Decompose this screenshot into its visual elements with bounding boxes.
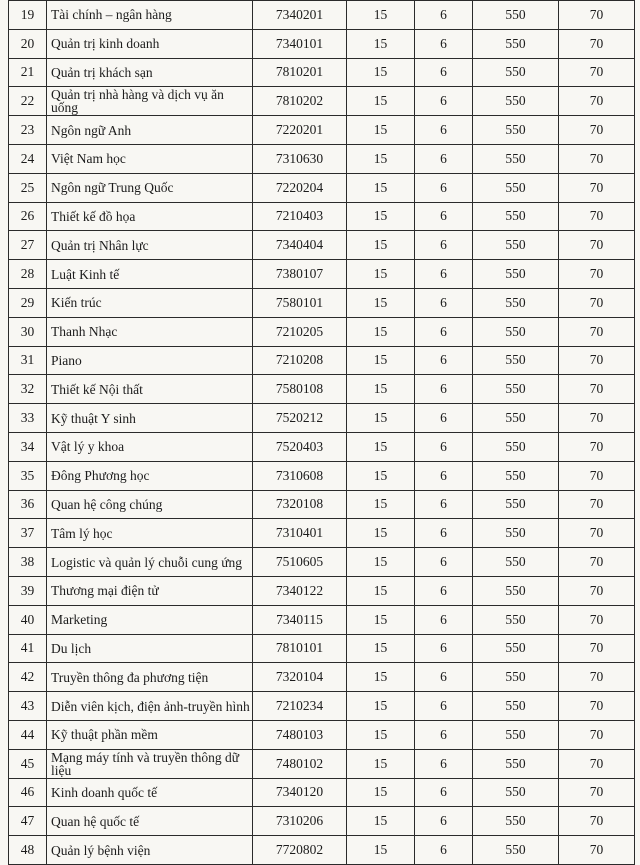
table-row <box>9 231 635 260</box>
row-number-cell: 41 <box>9 634 47 663</box>
criteria-cell: 6 <box>415 317 473 346</box>
target-cell: 70 <box>559 375 635 404</box>
assessment-score-cell: 550 <box>473 634 559 663</box>
row-number-cell: 19 <box>9 1 47 30</box>
criteria-cell: 6 <box>415 490 473 519</box>
row-number-cell: 39 <box>9 576 47 605</box>
table-row <box>9 634 635 663</box>
major-name-cell: Quan hệ quốc tế <box>47 807 253 836</box>
criteria-cell: 6 <box>415 87 473 116</box>
score-threshold-cell: 15 <box>347 692 415 721</box>
row-number-cell: 45 <box>9 749 47 778</box>
target-cell: 70 <box>559 317 635 346</box>
score-threshold-cell: 15 <box>347 173 415 202</box>
row-number-cell: 38 <box>9 548 47 577</box>
major-name-cell: Diễn viên kịch, điện ảnh-truyền hình <box>47 692 253 721</box>
score-threshold-cell: 15 <box>347 317 415 346</box>
criteria-cell: 6 <box>415 231 473 260</box>
table-row <box>9 288 635 317</box>
major-code-cell: 7320108 <box>253 490 347 519</box>
major-code-cell: 7320104 <box>253 663 347 692</box>
criteria-cell: 6 <box>415 548 473 577</box>
score-threshold-cell: 15 <box>347 576 415 605</box>
row-number-cell: 32 <box>9 375 47 404</box>
row-number-cell: 21 <box>9 58 47 87</box>
major-name-cell: Quản trị nhà hàng và dịch vụ ăn uống <box>47 87 253 116</box>
major-code-cell: 7580101 <box>253 288 347 317</box>
score-threshold-cell: 15 <box>347 116 415 145</box>
row-number-cell: 33 <box>9 404 47 433</box>
score-threshold-cell: 15 <box>347 807 415 836</box>
row-number-cell: 34 <box>9 432 47 461</box>
assessment-score-cell: 550 <box>473 231 559 260</box>
criteria-cell: 6 <box>415 461 473 490</box>
table-row <box>9 317 635 346</box>
target-cell: 70 <box>559 807 635 836</box>
score-threshold-cell: 15 <box>347 375 415 404</box>
major-name-cell: Thương mại điện tử <box>47 576 253 605</box>
table-row <box>9 58 635 87</box>
target-cell: 70 <box>559 634 635 663</box>
assessment-score-cell: 550 <box>473 490 559 519</box>
score-threshold-cell: 15 <box>347 663 415 692</box>
table-row <box>9 720 635 749</box>
major-name-cell: Tài chính – ngân hàng <box>47 1 253 30</box>
major-name-cell: Việt Nam học <box>47 144 253 173</box>
criteria-cell: 6 <box>415 202 473 231</box>
score-threshold-cell: 15 <box>347 231 415 260</box>
target-cell: 70 <box>559 404 635 433</box>
criteria-cell: 6 <box>415 519 473 548</box>
target-cell: 70 <box>559 432 635 461</box>
table-row <box>9 576 635 605</box>
criteria-cell: 6 <box>415 346 473 375</box>
table-row <box>9 548 635 577</box>
row-number-cell: 31 <box>9 346 47 375</box>
major-code-cell: 7480103 <box>253 720 347 749</box>
table-row <box>9 519 635 548</box>
major-name-cell: Quản trị Nhân lực <box>47 231 253 260</box>
major-name-cell: Mạng máy tính và truyền thông dữ liệu <box>47 749 253 778</box>
score-threshold-cell: 15 <box>347 202 415 231</box>
target-cell: 70 <box>559 87 635 116</box>
major-code-cell: 7340115 <box>253 605 347 634</box>
score-threshold-cell: 15 <box>347 29 415 58</box>
assessment-score-cell: 550 <box>473 720 559 749</box>
assessment-score-cell: 550 <box>473 375 559 404</box>
score-threshold-cell: 15 <box>347 404 415 433</box>
row-number-cell: 24 <box>9 144 47 173</box>
major-code-cell: 7310401 <box>253 519 347 548</box>
table-body <box>9 1 635 865</box>
major-name-cell: Kinh doanh quốc tế <box>47 778 253 807</box>
major-code-cell: 7510605 <box>253 548 347 577</box>
row-number-cell: 47 <box>9 807 47 836</box>
criteria-cell: 6 <box>415 288 473 317</box>
criteria-cell: 6 <box>415 720 473 749</box>
major-name-cell: Đông Phương học <box>47 461 253 490</box>
score-threshold-cell: 15 <box>347 288 415 317</box>
table-row <box>9 778 635 807</box>
major-name-cell: Thiết kế Nội thất <box>47 375 253 404</box>
major-name-cell: Du lịch <box>47 634 253 663</box>
table-row <box>9 260 635 289</box>
major-name-cell: Quản trị kinh doanh <box>47 29 253 58</box>
criteria-cell: 6 <box>415 576 473 605</box>
major-code-cell: 7340120 <box>253 778 347 807</box>
table-row <box>9 144 635 173</box>
assessment-score-cell: 550 <box>473 144 559 173</box>
assessment-score-cell: 550 <box>473 519 559 548</box>
score-threshold-cell: 15 <box>347 778 415 807</box>
assessment-score-cell: 550 <box>473 836 559 865</box>
criteria-cell: 6 <box>415 634 473 663</box>
major-code-cell: 7210205 <box>253 317 347 346</box>
assessment-score-cell: 550 <box>473 576 559 605</box>
row-number-cell: 35 <box>9 461 47 490</box>
target-cell: 70 <box>559 58 635 87</box>
major-code-cell: 7210403 <box>253 202 347 231</box>
row-number-cell: 48 <box>9 836 47 865</box>
assessment-score-cell: 550 <box>473 202 559 231</box>
score-threshold-cell: 15 <box>347 461 415 490</box>
target-cell: 70 <box>559 29 635 58</box>
row-number-cell: 23 <box>9 116 47 145</box>
table-row <box>9 432 635 461</box>
target-cell: 70 <box>559 173 635 202</box>
target-cell: 70 <box>559 749 635 778</box>
target-cell: 70 <box>559 260 635 289</box>
score-threshold-cell: 15 <box>347 87 415 116</box>
table-row <box>9 375 635 404</box>
score-threshold-cell: 15 <box>347 836 415 865</box>
major-code-cell: 7220201 <box>253 116 347 145</box>
major-name-cell: Truyền thông đa phương tiện <box>47 663 253 692</box>
table-row <box>9 1 635 30</box>
assessment-score-cell: 550 <box>473 548 559 577</box>
row-number-cell: 25 <box>9 173 47 202</box>
criteria-cell: 6 <box>415 749 473 778</box>
score-threshold-cell: 15 <box>347 720 415 749</box>
criteria-cell: 6 <box>415 116 473 145</box>
major-name-cell: Piano <box>47 346 253 375</box>
assessment-score-cell: 550 <box>473 317 559 346</box>
major-code-cell: 7340101 <box>253 29 347 58</box>
assessment-score-cell: 550 <box>473 1 559 30</box>
major-code-cell: 7210234 <box>253 692 347 721</box>
criteria-cell: 6 <box>415 404 473 433</box>
major-name-cell: Ngôn ngữ Anh <box>47 116 253 145</box>
row-number-cell: 27 <box>9 231 47 260</box>
target-cell: 70 <box>559 1 635 30</box>
table-row <box>9 29 635 58</box>
criteria-cell: 6 <box>415 432 473 461</box>
assessment-score-cell: 550 <box>473 87 559 116</box>
table-row <box>9 836 635 865</box>
target-cell: 70 <box>559 548 635 577</box>
assessment-score-cell: 550 <box>473 778 559 807</box>
table-row <box>9 202 635 231</box>
table-row <box>9 404 635 433</box>
major-name-cell: Thiết kế đồ họa <box>47 202 253 231</box>
assessment-score-cell: 550 <box>473 288 559 317</box>
score-threshold-cell: 15 <box>347 432 415 461</box>
major-name-cell: Kiến trúc <box>47 288 253 317</box>
target-cell: 70 <box>559 346 635 375</box>
major-name-cell: Ngôn ngữ Trung Quốc <box>47 173 253 202</box>
major-code-cell: 7480102 <box>253 749 347 778</box>
target-cell: 70 <box>559 836 635 865</box>
major-code-cell: 7520403 <box>253 432 347 461</box>
score-threshold-cell: 15 <box>347 1 415 30</box>
assessment-score-cell: 550 <box>473 346 559 375</box>
table-row <box>9 461 635 490</box>
criteria-cell: 6 <box>415 663 473 692</box>
major-code-cell: 7380107 <box>253 260 347 289</box>
target-cell: 70 <box>559 231 635 260</box>
criteria-cell: 6 <box>415 260 473 289</box>
criteria-cell: 6 <box>415 692 473 721</box>
assessment-score-cell: 550 <box>473 605 559 634</box>
target-cell: 70 <box>559 663 635 692</box>
criteria-cell: 6 <box>415 144 473 173</box>
table-row <box>9 490 635 519</box>
score-threshold-cell: 15 <box>347 749 415 778</box>
major-code-cell: 7310630 <box>253 144 347 173</box>
row-number-cell: 30 <box>9 317 47 346</box>
row-number-cell: 46 <box>9 778 47 807</box>
admission-score-table <box>8 0 635 865</box>
criteria-cell: 6 <box>415 173 473 202</box>
assessment-score-cell: 550 <box>473 432 559 461</box>
target-cell: 70 <box>559 202 635 231</box>
target-cell: 70 <box>559 461 635 490</box>
table-row <box>9 87 635 116</box>
row-number-cell: 44 <box>9 720 47 749</box>
major-code-cell: 7220204 <box>253 173 347 202</box>
criteria-cell: 6 <box>415 29 473 58</box>
major-name-cell: Luật Kinh tế <box>47 260 253 289</box>
target-cell: 70 <box>559 116 635 145</box>
assessment-score-cell: 550 <box>473 58 559 87</box>
row-number-cell: 37 <box>9 519 47 548</box>
target-cell: 70 <box>559 576 635 605</box>
major-code-cell: 7340404 <box>253 231 347 260</box>
row-number-cell: 40 <box>9 605 47 634</box>
score-threshold-cell: 15 <box>347 519 415 548</box>
major-code-cell: 7210208 <box>253 346 347 375</box>
major-code-cell: 7810101 <box>253 634 347 663</box>
target-cell: 70 <box>559 144 635 173</box>
criteria-cell: 6 <box>415 1 473 30</box>
row-number-cell: 22 <box>9 87 47 116</box>
score-threshold-cell: 15 <box>347 346 415 375</box>
table-row <box>9 173 635 202</box>
row-number-cell: 26 <box>9 202 47 231</box>
table-row <box>9 346 635 375</box>
assessment-score-cell: 550 <box>473 692 559 721</box>
table-row <box>9 663 635 692</box>
target-cell: 70 <box>559 490 635 519</box>
score-threshold-cell: 15 <box>347 634 415 663</box>
score-threshold-cell: 15 <box>347 490 415 519</box>
major-code-cell: 7340122 <box>253 576 347 605</box>
assessment-score-cell: 550 <box>473 749 559 778</box>
row-number-cell: 36 <box>9 490 47 519</box>
score-threshold-cell: 15 <box>347 605 415 634</box>
major-name-cell: Quan hệ công chúng <box>47 490 253 519</box>
major-name-cell: Tâm lý học <box>47 519 253 548</box>
score-threshold-cell: 15 <box>347 260 415 289</box>
target-cell: 70 <box>559 605 635 634</box>
score-threshold-cell: 15 <box>347 548 415 577</box>
row-number-cell: 28 <box>9 260 47 289</box>
table-row <box>9 749 635 778</box>
assessment-score-cell: 550 <box>473 116 559 145</box>
major-name-cell: Quản trị khách sạn <box>47 58 253 87</box>
score-threshold-cell: 15 <box>347 58 415 87</box>
major-name-cell: Quản lý bệnh viện <box>47 836 253 865</box>
target-cell: 70 <box>559 778 635 807</box>
major-code-cell: 7310608 <box>253 461 347 490</box>
major-name-cell: Kỹ thuật phần mềm <box>47 720 253 749</box>
criteria-cell: 6 <box>415 605 473 634</box>
major-name-cell: Marketing <box>47 605 253 634</box>
major-code-cell: 7810202 <box>253 87 347 116</box>
target-cell: 70 <box>559 692 635 721</box>
assessment-score-cell: 550 <box>473 404 559 433</box>
row-number-cell: 20 <box>9 29 47 58</box>
target-cell: 70 <box>559 288 635 317</box>
row-number-cell: 29 <box>9 288 47 317</box>
major-name-cell: Kỹ thuật Y sinh <box>47 404 253 433</box>
major-name-cell: Thanh Nhạc <box>47 317 253 346</box>
major-name-cell: Logistic và quản lý chuỗi cung ứng <box>47 548 253 577</box>
assessment-score-cell: 550 <box>473 807 559 836</box>
row-number-cell: 42 <box>9 663 47 692</box>
target-cell: 70 <box>559 720 635 749</box>
table-row <box>9 116 635 145</box>
criteria-cell: 6 <box>415 807 473 836</box>
criteria-cell: 6 <box>415 58 473 87</box>
major-code-cell: 7340201 <box>253 1 347 30</box>
criteria-cell: 6 <box>415 375 473 404</box>
criteria-cell: 6 <box>415 778 473 807</box>
assessment-score-cell: 550 <box>473 461 559 490</box>
table-row <box>9 807 635 836</box>
assessment-score-cell: 550 <box>473 29 559 58</box>
major-code-cell: 7720802 <box>253 836 347 865</box>
assessment-score-cell: 550 <box>473 663 559 692</box>
major-name-cell: Vật lý y khoa <box>47 432 253 461</box>
score-threshold-cell: 15 <box>347 144 415 173</box>
criteria-cell: 6 <box>415 836 473 865</box>
major-code-cell: 7580108 <box>253 375 347 404</box>
row-number-cell: 43 <box>9 692 47 721</box>
table-row <box>9 692 635 721</box>
major-code-cell: 7520212 <box>253 404 347 433</box>
table-row <box>9 605 635 634</box>
assessment-score-cell: 550 <box>473 260 559 289</box>
assessment-score-cell: 550 <box>473 173 559 202</box>
target-cell: 70 <box>559 519 635 548</box>
major-code-cell: 7310206 <box>253 807 347 836</box>
major-code-cell: 7810201 <box>253 58 347 87</box>
